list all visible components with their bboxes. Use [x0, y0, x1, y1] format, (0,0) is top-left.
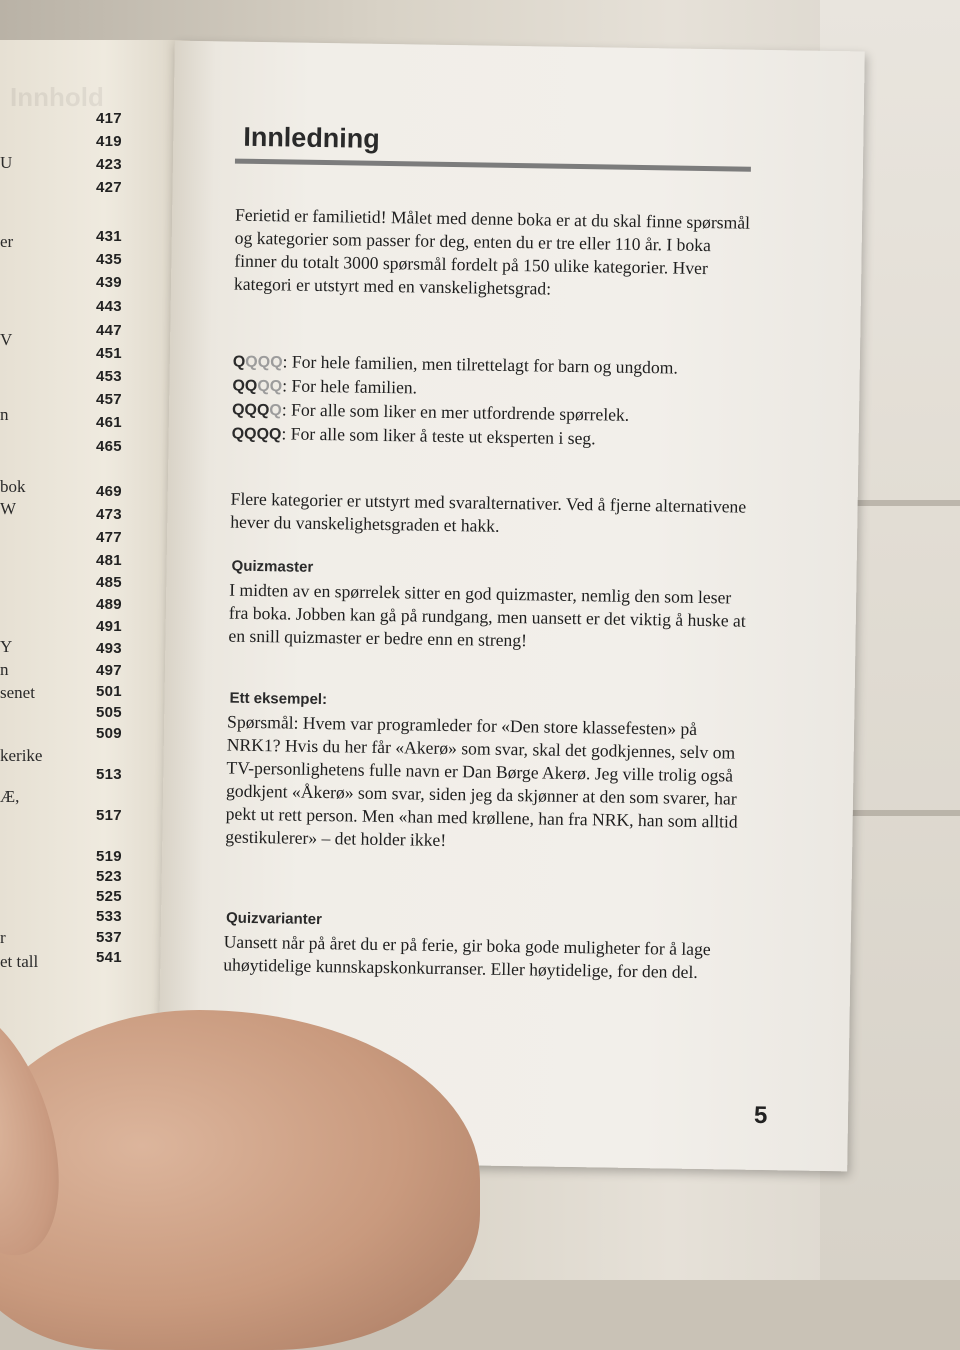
- example-paragraph: [225, 711, 747, 857]
- quizmaster-text: I midten av en spørrelek sitter en god quizmaster, nemlig den som leser fra boka. Jobben kan gå på rundgang, men uansett er det viktig å huske at en snill quizmaster er bedre enn en streng!: [228, 579, 749, 656]
- toc-page-number: 453: [96, 368, 122, 385]
- quizmaster-heading: Quizmaster: [231, 558, 313, 576]
- variants-paragraph: [223, 931, 744, 985]
- toc-page-number: 513: [96, 766, 122, 783]
- intro-paragraph: [234, 204, 755, 304]
- toc-page-number: 439: [96, 274, 122, 291]
- q-rating-empty: QQQ: [245, 354, 283, 372]
- toc-page-number: 431: [96, 228, 122, 245]
- q-rating-empty: QQ: [257, 378, 282, 395]
- toc-page-number: 485: [96, 574, 122, 591]
- toc-entry-fragment: kerike: [0, 746, 42, 766]
- q-rating-filled: Q: [233, 354, 246, 371]
- toc-entry-fragment: Æ,: [0, 787, 19, 807]
- toc-page-number: 419: [96, 133, 122, 150]
- toc-page-number: 427: [96, 179, 122, 196]
- toc-entry-fragment: senet: [0, 683, 35, 703]
- toc-entry-fragment: W: [0, 499, 16, 519]
- toc-page-number: 519: [96, 848, 122, 865]
- ghost-heading: Innhold: [10, 82, 104, 113]
- page-number: 5: [754, 1102, 768, 1130]
- toc-page-number: 493: [96, 640, 122, 657]
- right-page: [157, 41, 865, 1172]
- toc-page-number: 525: [96, 888, 122, 905]
- toc-entry-fragment: U: [0, 153, 12, 173]
- toc-page-number: 509: [96, 725, 122, 742]
- difficulty-description: : For hele familien.: [282, 375, 417, 397]
- toc-page-number: 523: [96, 868, 122, 885]
- q-rating-filled: QQQQ: [232, 426, 282, 444]
- toc-entry-fragment: Y: [0, 637, 12, 657]
- toc-page-number: 423: [96, 156, 122, 173]
- difficulty-list: [231, 350, 752, 454]
- title-underline: [235, 159, 751, 172]
- variants-text: Uansett når på året du er på ferie, gir boka gode muligheter for å lage uhøytidelige kunnskapskonkurranser. Eller høytidelige, for den del.: [223, 931, 744, 985]
- q-rating-filled: QQ: [232, 378, 257, 395]
- toc-entry-fragment: n: [0, 405, 9, 425]
- toc-page-number: 443: [96, 298, 122, 315]
- toc-page-number: 417: [96, 110, 122, 127]
- toc-page-number: 435: [96, 251, 122, 268]
- intro-text: Ferietid er familietid! Målet med denne boka er at du skal finne spørsmål og kategorier som passer for deg, enten du er tre eller 110 år. I boka finner du totalt 3000 spørsmål fordelt på 150 ulike kategorier. Hver kategori er utstyrt med en vanskelighetsgrad:: [234, 204, 755, 304]
- difficulty-description: : For hele familien, men tilrettelagt for barn og ungdom.: [282, 351, 678, 377]
- q-rating-empty: Q: [269, 402, 282, 419]
- page-title: Innledning: [243, 122, 380, 155]
- toc-entry-fragment: V: [0, 330, 12, 350]
- toc-entry-fragment: r: [0, 928, 6, 948]
- example-heading: Ett eksempel:: [229, 690, 327, 709]
- toc-page-number: 447: [96, 322, 122, 339]
- toc-page-number: 451: [96, 345, 122, 362]
- toc-entry-fragment: et tall: [0, 952, 38, 972]
- alternatives-text: Flere kategorier er utstyrt med svaralternativer. Ved å fjerne alternativene hever du vanskelighetsgraden et hakk.: [230, 488, 751, 542]
- toc-page-number: 497: [96, 662, 122, 679]
- toc-page-number: 541: [96, 949, 122, 966]
- toc-page-number: 477: [96, 529, 122, 546]
- toc-page-number: 491: [96, 618, 122, 635]
- alternatives-paragraph: [230, 488, 751, 542]
- example-text: Spørsmål: Hvem var programleder for «Den store klassefesten» på NRK1? Hvis du her får «Akerø» som svar, skal det godkjennes, selv om TV-personlighetens fulle navn er Dan Børge Akerø. Jeg ville trolig også godkjent «Åkerø» som svar, siden jeg da skjønner at den som svarer, har pekt ut rett person. Men «han med krøllene, han fra NRK, han som alltid gestikulerer» – det holder ikke!: [225, 711, 747, 857]
- toc-page-number: 501: [96, 683, 122, 700]
- toc-page-number: 457: [96, 391, 122, 408]
- toc-page-number: 505: [96, 704, 122, 721]
- difficulty-description: : For alle som liker en mer utfordrende spørrelek.: [282, 399, 630, 424]
- toc-page-number: 465: [96, 438, 122, 455]
- toc-page-number: 517: [96, 807, 122, 824]
- toc-entry-fragment: n: [0, 660, 9, 680]
- quizmaster-paragraph: [228, 579, 749, 656]
- q-rating-filled: QQQ: [232, 402, 270, 420]
- difficulty-description: : For alle som liker å teste ut eksperten i seg.: [281, 423, 595, 448]
- variants-heading: Quizvarianter: [226, 910, 322, 929]
- toc-page-number: 481: [96, 552, 122, 569]
- toc-page-number: 473: [96, 506, 122, 523]
- toc-entry-fragment: bok: [0, 477, 26, 497]
- toc-page-number: 489: [96, 596, 122, 613]
- toc-entry-fragment: er: [0, 232, 13, 252]
- toc-page-number: 469: [96, 483, 122, 500]
- toc-page-number: 537: [96, 929, 122, 946]
- toc-page-number: 461: [96, 414, 122, 431]
- toc-page-number: 533: [96, 908, 122, 925]
